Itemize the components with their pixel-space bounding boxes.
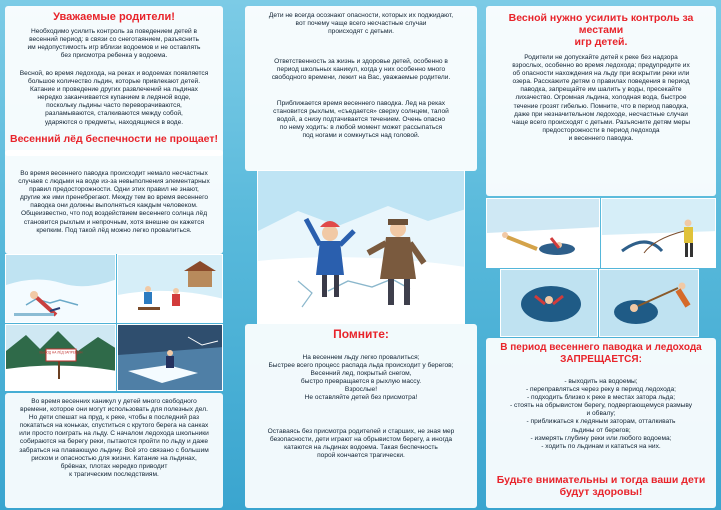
- right-title: Весной нужно усилить контроль за местами игр детей.: [508, 12, 694, 49]
- left-column: [5, 4, 223, 506]
- left-icefloe-text: Весной, во время ледохода, на реках и водоемах появляется большое количество льдин, которые привлекают детей. Катание и проведение других развлечений на льдинах нередко заканчивается купанием в ледяной воде, поскольку льдины часто переворачиваются, разламываются, сталкиваются между собой, ударяются о предметы, находящиеся в воде.: [19, 70, 209, 126]
- right-parents-text: Родители не допускайте детей к реке без надзора взрослых, особенно во время ледохода; предупредите их об опасности нахождения на льду при вскрытии реки или озера. Расскажите детям о правилах поведения в период паводка, запрещайте им шалить у воды, пресекайте лихачество. Огромная льдина, холодная вода, быстрое течение грозят гибелью. Помните, что в период паводка, даже при незначительном ледоходе, несчастные случаи чаще всего происходят с детьми. Разъясните детям меры предосторожности в период ледохода и весеннего паводка.: [511, 54, 691, 142]
- picture-man-with-rope: [601, 198, 716, 268]
- middle-warning-text: Оставаясь без присмотра родителей и старших, не зная мер безопасности, дети играют на обрывистом берегу, а иногда катаются на льдинах водоема. Такая беспечность порой кончается трагически.: [267, 428, 455, 460]
- picture-boy-on-ice-floe: [117, 324, 223, 391]
- middle-responsibility-text: Ответственность за жизнь и здоровье детей, особенно в период школьных каникул, когда у них особенно много свободного времени, лежит на Вас, уважаемые родители.: [271, 58, 451, 82]
- left-ice-text: Во время весеннего паводка происходит немало несчастных случаев с людьми на воде из-за невыполнения элементарных правил предосторожности. Одни этих правил не знают, другие же ими пренебрегают. Между тем во время весеннего паводка они должны выполняться каждым человеком. Общеизвестно, что под воздействием весеннего солнца лёд становится рыхлым и непрочным, хотя внешне он кажется крепким. Под такой лёд можно легко провалиться.: [18, 170, 210, 234]
- prohibited-heading: В период весеннего паводка и ледохода: [500, 342, 702, 353]
- picture-child-falling-through-ice: [5, 254, 116, 323]
- remember-title: Помните:: [333, 327, 389, 341]
- picture-ice-hole: [500, 269, 598, 337]
- warning-sign-text: ВЫХОД НА ЛЁД ЗАПРЕЩЁН: [39, 350, 83, 355]
- remember-list: На весеннем льду легко провалиться; Быстрее всего процесс распада льда происходит у берегов; Весенний лед, покрытый снегом, быстро превращается в рыхлую массу. Взрослые! Не оставляйте детей без присмотра!: [268, 354, 454, 402]
- right-column: [486, 4, 716, 506]
- prohibited-list: - выходить на водоемы; - переправляться через реку в период ледохода; - подходить близко к реке в местах затора льда; - стоять на обрывистом берегу, подвергающемуся размыву и обвалу; - приближаться к ледяным заторам, отталкивать льдины от берегов; - измерять глубину реки или любого водоема; - ходить по льдинам и кататься на них.: [510, 378, 692, 450]
- middle-flood-text: Приближается время весеннего паводка. Лед на реках становится рыхлым, «съедается» сверху солнцем, талой водой, а снизу подтачивается течением. Очень опасно по нему ходить: в любой момент может рассыпаться под ногами и сомкнуться над головой.: [273, 100, 449, 140]
- left-subtitle: Весенний лёд беспечности не прощает!: [9, 133, 219, 145]
- middle-bottom-panel: [245, 324, 477, 508]
- picture-children-sledding: [117, 254, 223, 323]
- middle-intro-text: Дети не всегда осознают опасности, которых их поджидают, вот почему чаще всего несчастные случаи происходят с детьми.: [268, 12, 454, 36]
- picture-man-rescuing-child: [486, 198, 600, 268]
- middle-column: [245, 4, 477, 506]
- picture-children-on-thin-ice: [257, 170, 465, 324]
- left-title: Уважаемые родители!: [53, 11, 175, 23]
- closing-slogan: Будьте внимательны и тогда ваши дети будут здоровы!: [496, 474, 706, 499]
- left-holidays-text: Во время весенних каникул у детей много свободного времени, которое они могут использовать для полезных дел. Но дети спешат на пруд, к реке, чтобы в последний раз покататься на коньках, спуститься с крутого берега на санках или просто поиграть на льду. С началом ледохода школьники собираются на берегу реки, пытаются пройти по льду и даже забраться на плавающую льдину. Всё это связано с большим риском и опасностью для жизни. Катание на льдинах, брёвнах, плотах нередко приводит к трагическим последствиям.: [19, 398, 209, 478]
- left-intro-text: Необходимо усилить контроль за поведением детей в весенний период: в связи со снеготаянием, разъяснить им недопустимость игр вблизи водоемов и не оставлять без присмотра ребенка у водоема.: [27, 28, 201, 60]
- picture-warning-sign: [5, 324, 116, 391]
- prohibited-title: ЗАПРЕЩАЕТСЯ:: [560, 354, 642, 365]
- picture-rescue-with-stick: [599, 269, 699, 337]
